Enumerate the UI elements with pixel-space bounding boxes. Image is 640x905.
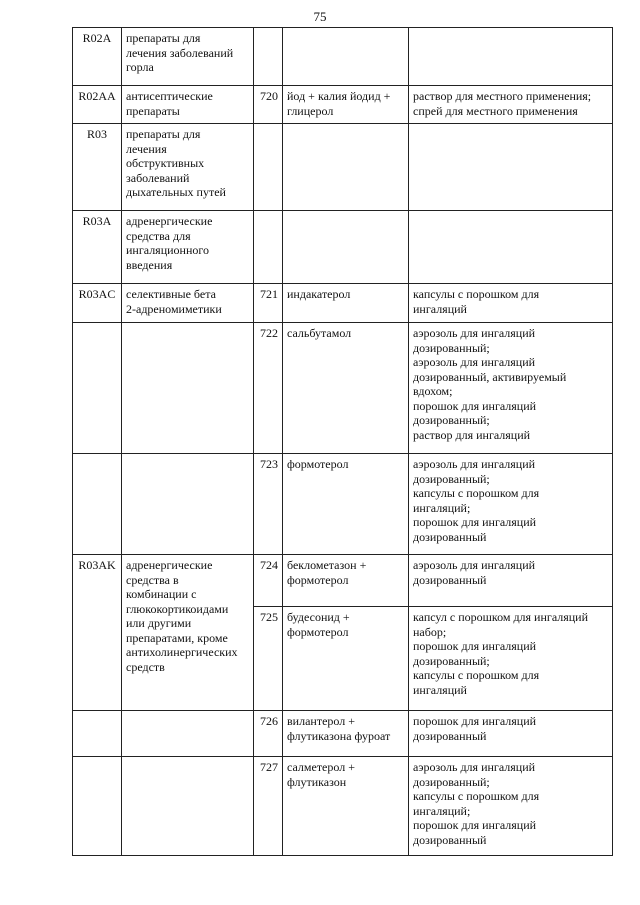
text-line: дозированный	[413, 529, 487, 544]
table-row	[73, 711, 613, 757]
group-cell	[122, 86, 254, 124]
text-line: раствор для местного применения;	[413, 89, 592, 103]
text-line: порошок для ингаляций	[413, 639, 537, 653]
row-number: 727	[260, 760, 278, 774]
forms-cell	[409, 607, 613, 711]
text-line: препараты для	[126, 31, 201, 45]
text-line: или другими	[126, 616, 192, 630]
text-line: спрей для местного применения	[413, 103, 578, 118]
number-cell	[254, 86, 283, 124]
text-line: препараты	[126, 103, 180, 118]
row-number: 725	[260, 610, 278, 624]
text-line: адренергические	[126, 558, 213, 572]
text-line: дозированный;	[413, 471, 490, 486]
atc-code: R03	[86, 127, 107, 141]
text-line: дозированный;	[413, 653, 490, 668]
drug-name	[287, 287, 404, 302]
atc-code-cell	[73, 211, 122, 284]
drug-cell	[283, 28, 409, 86]
text-line: антихолинергических	[126, 645, 238, 659]
number-cell	[254, 124, 283, 211]
drug-cell	[283, 454, 409, 555]
text-line: дозированный;	[413, 340, 490, 355]
drug-cell	[283, 711, 409, 757]
number-cell	[254, 211, 283, 284]
group-name	[126, 287, 249, 316]
text-line: горла	[126, 60, 154, 74]
group-cell	[122, 124, 254, 211]
drug-cell	[283, 124, 409, 211]
text-line: формотерол	[287, 624, 349, 639]
atc-code-cell	[73, 757, 122, 856]
dosage-forms	[413, 714, 608, 743]
text-line: ингаляций	[413, 301, 467, 316]
text-line: флутиказон	[287, 774, 347, 789]
number-cell	[254, 555, 283, 607]
text-line: вилантерол +	[287, 714, 355, 728]
row-number: 723	[260, 457, 278, 471]
text-line: селективные бета	[126, 287, 216, 301]
drug-name	[287, 714, 404, 743]
text-line: глицерол	[287, 103, 334, 118]
text-line: аэрозоль для ингаляций	[413, 760, 536, 774]
number-cell	[254, 607, 283, 711]
number-cell	[254, 284, 283, 323]
table-row	[73, 757, 613, 856]
group-cell	[122, 28, 254, 86]
row-number: 726	[260, 714, 278, 728]
table-row	[73, 555, 613, 607]
forms-cell	[409, 711, 613, 757]
text-line: обструктивных	[126, 156, 205, 170]
text-line: будесонид +	[287, 610, 350, 624]
row-number: 722	[260, 326, 278, 340]
atc-code: R03A	[82, 214, 112, 228]
atc-code: R03AK	[78, 558, 116, 572]
text-line: порошок для ингаляций	[413, 714, 537, 728]
group-cell	[122, 211, 254, 284]
text-line: 2-адреномиметики	[126, 301, 222, 316]
text-line: дозированный	[413, 572, 487, 587]
table-row	[73, 323, 613, 454]
page-number: 75	[313, 9, 327, 24]
forms-cell	[409, 211, 613, 284]
text-line: дозированный;	[413, 413, 490, 427]
atc-code-cell	[73, 555, 122, 711]
text-line: раствор для ингаляций	[413, 427, 531, 442]
drug-cell	[283, 211, 409, 284]
text-line: ингаляций;	[413, 500, 471, 515]
row-number: 720	[260, 89, 278, 103]
table-row	[73, 284, 613, 323]
drug-name	[287, 457, 404, 472]
text-line: капсул с порошком для ингаляций	[413, 610, 589, 624]
group-name	[126, 31, 249, 75]
text-line: капсулы с порошком для	[413, 486, 540, 500]
group-cell	[122, 757, 254, 856]
table-row	[73, 86, 613, 124]
text-line: ингаляций	[413, 682, 467, 697]
drug-cell	[283, 555, 409, 607]
number-cell	[254, 711, 283, 757]
text-line: вдохом;	[413, 384, 453, 398]
atc-code-cell	[73, 124, 122, 211]
forms-cell	[409, 28, 613, 86]
number-cell	[254, 323, 283, 454]
dosage-forms	[413, 326, 608, 442]
table-row	[73, 28, 613, 86]
text-line: средств	[126, 659, 165, 674]
atc-code-cell	[73, 711, 122, 757]
text-line: заболеваний	[126, 170, 190, 185]
forms-cell	[409, 555, 613, 607]
row-number: 724	[260, 558, 278, 572]
forms-cell	[409, 454, 613, 555]
forms-cell	[409, 124, 613, 211]
text-line: флутиказона фуроат	[287, 728, 391, 743]
text-line: препаратами, кроме	[126, 630, 228, 645]
group-cell	[122, 555, 254, 711]
text-line: порошок для ингаляций	[413, 818, 537, 832]
text-line: препараты для	[126, 127, 201, 141]
atc-code-cell	[73, 28, 122, 86]
group-name	[126, 89, 249, 118]
drug-name	[287, 89, 404, 118]
drug-cell	[283, 607, 409, 711]
group-cell	[122, 711, 254, 757]
group-name	[126, 127, 249, 200]
text-line: средства для	[126, 228, 191, 243]
text-line: формотерол	[287, 457, 349, 471]
atc-code: R02AA	[78, 89, 116, 103]
number-cell	[254, 28, 283, 86]
text-line: капсулы с порошком для	[413, 287, 540, 301]
text-line: аэрозоль для ингаляций	[413, 558, 536, 572]
text-line: индакатерол	[287, 287, 351, 301]
drug-name	[287, 558, 404, 587]
text-line: глюкокортикоидами	[126, 601, 229, 616]
row-number: 721	[260, 287, 278, 301]
text-line: формотерол	[287, 572, 349, 587]
text-line: введения	[126, 257, 173, 272]
table-row	[73, 211, 613, 284]
dosage-forms	[413, 287, 608, 316]
dosage-forms	[413, 89, 608, 118]
atc-code-cell	[73, 86, 122, 124]
forms-cell	[409, 86, 613, 124]
text-line: средства в	[126, 572, 179, 587]
group-cell	[122, 454, 254, 555]
text-line: дыхательных путей	[126, 185, 226, 199]
text-line: набор;	[413, 624, 447, 639]
atc-code-cell	[73, 284, 122, 323]
atc-code-cell	[73, 323, 122, 454]
text-line: капсулы с порошком для	[413, 789, 540, 803]
drug-cell	[283, 757, 409, 856]
atc-code-cell	[73, 454, 122, 555]
forms-cell	[409, 757, 613, 856]
text-line: ингаляций;	[413, 803, 471, 818]
text-line: ингаляционного	[126, 243, 210, 257]
number-cell	[254, 454, 283, 555]
text-line: лечения заболеваний	[126, 45, 234, 60]
group-name	[126, 558, 249, 674]
text-line: салметерол +	[287, 760, 355, 774]
text-line: капсулы с порошком для	[413, 668, 540, 682]
table-row	[73, 124, 613, 211]
drug-name	[287, 760, 404, 789]
text-line: йод + калия йодид +	[287, 89, 391, 103]
forms-cell	[409, 284, 613, 323]
text-line: сальбутамол	[287, 326, 352, 340]
drug-name	[287, 326, 404, 341]
drug-cell	[283, 86, 409, 124]
dosage-forms	[413, 760, 608, 847]
drug-name	[287, 610, 404, 639]
text-line: лечения	[126, 141, 167, 156]
drug-cell	[283, 323, 409, 454]
text-line: дозированный	[413, 832, 487, 847]
dosage-forms	[413, 558, 608, 587]
drug-table	[72, 27, 613, 856]
text-line: дозированный;	[413, 774, 490, 789]
text-line: адренергические	[126, 214, 213, 228]
text-line: аэрозоль для ингаляций	[413, 326, 536, 340]
atc-code: R03AC	[78, 287, 116, 301]
text-line: аэрозоль для ингаляций	[413, 355, 536, 369]
text-line: дозированный	[413, 728, 487, 743]
dosage-forms	[413, 610, 608, 697]
group-name	[126, 214, 249, 272]
number-cell	[254, 757, 283, 856]
text-line: беклометазон +	[287, 558, 367, 572]
text-line: порошок для ингаляций	[413, 398, 537, 413]
text-line: порошок для ингаляций	[413, 515, 537, 529]
text-line: аэрозоль для ингаляций	[413, 457, 536, 471]
group-cell	[122, 284, 254, 323]
dosage-forms	[413, 457, 608, 544]
atc-code: R02A	[82, 31, 112, 45]
drug-cell	[283, 284, 409, 323]
text-line: дозированный, активируемый	[413, 369, 567, 384]
group-cell	[122, 323, 254, 454]
table-row	[73, 454, 613, 555]
forms-cell	[409, 323, 613, 454]
text-line: комбинации с	[126, 587, 197, 601]
text-line: антисептические	[126, 89, 213, 103]
